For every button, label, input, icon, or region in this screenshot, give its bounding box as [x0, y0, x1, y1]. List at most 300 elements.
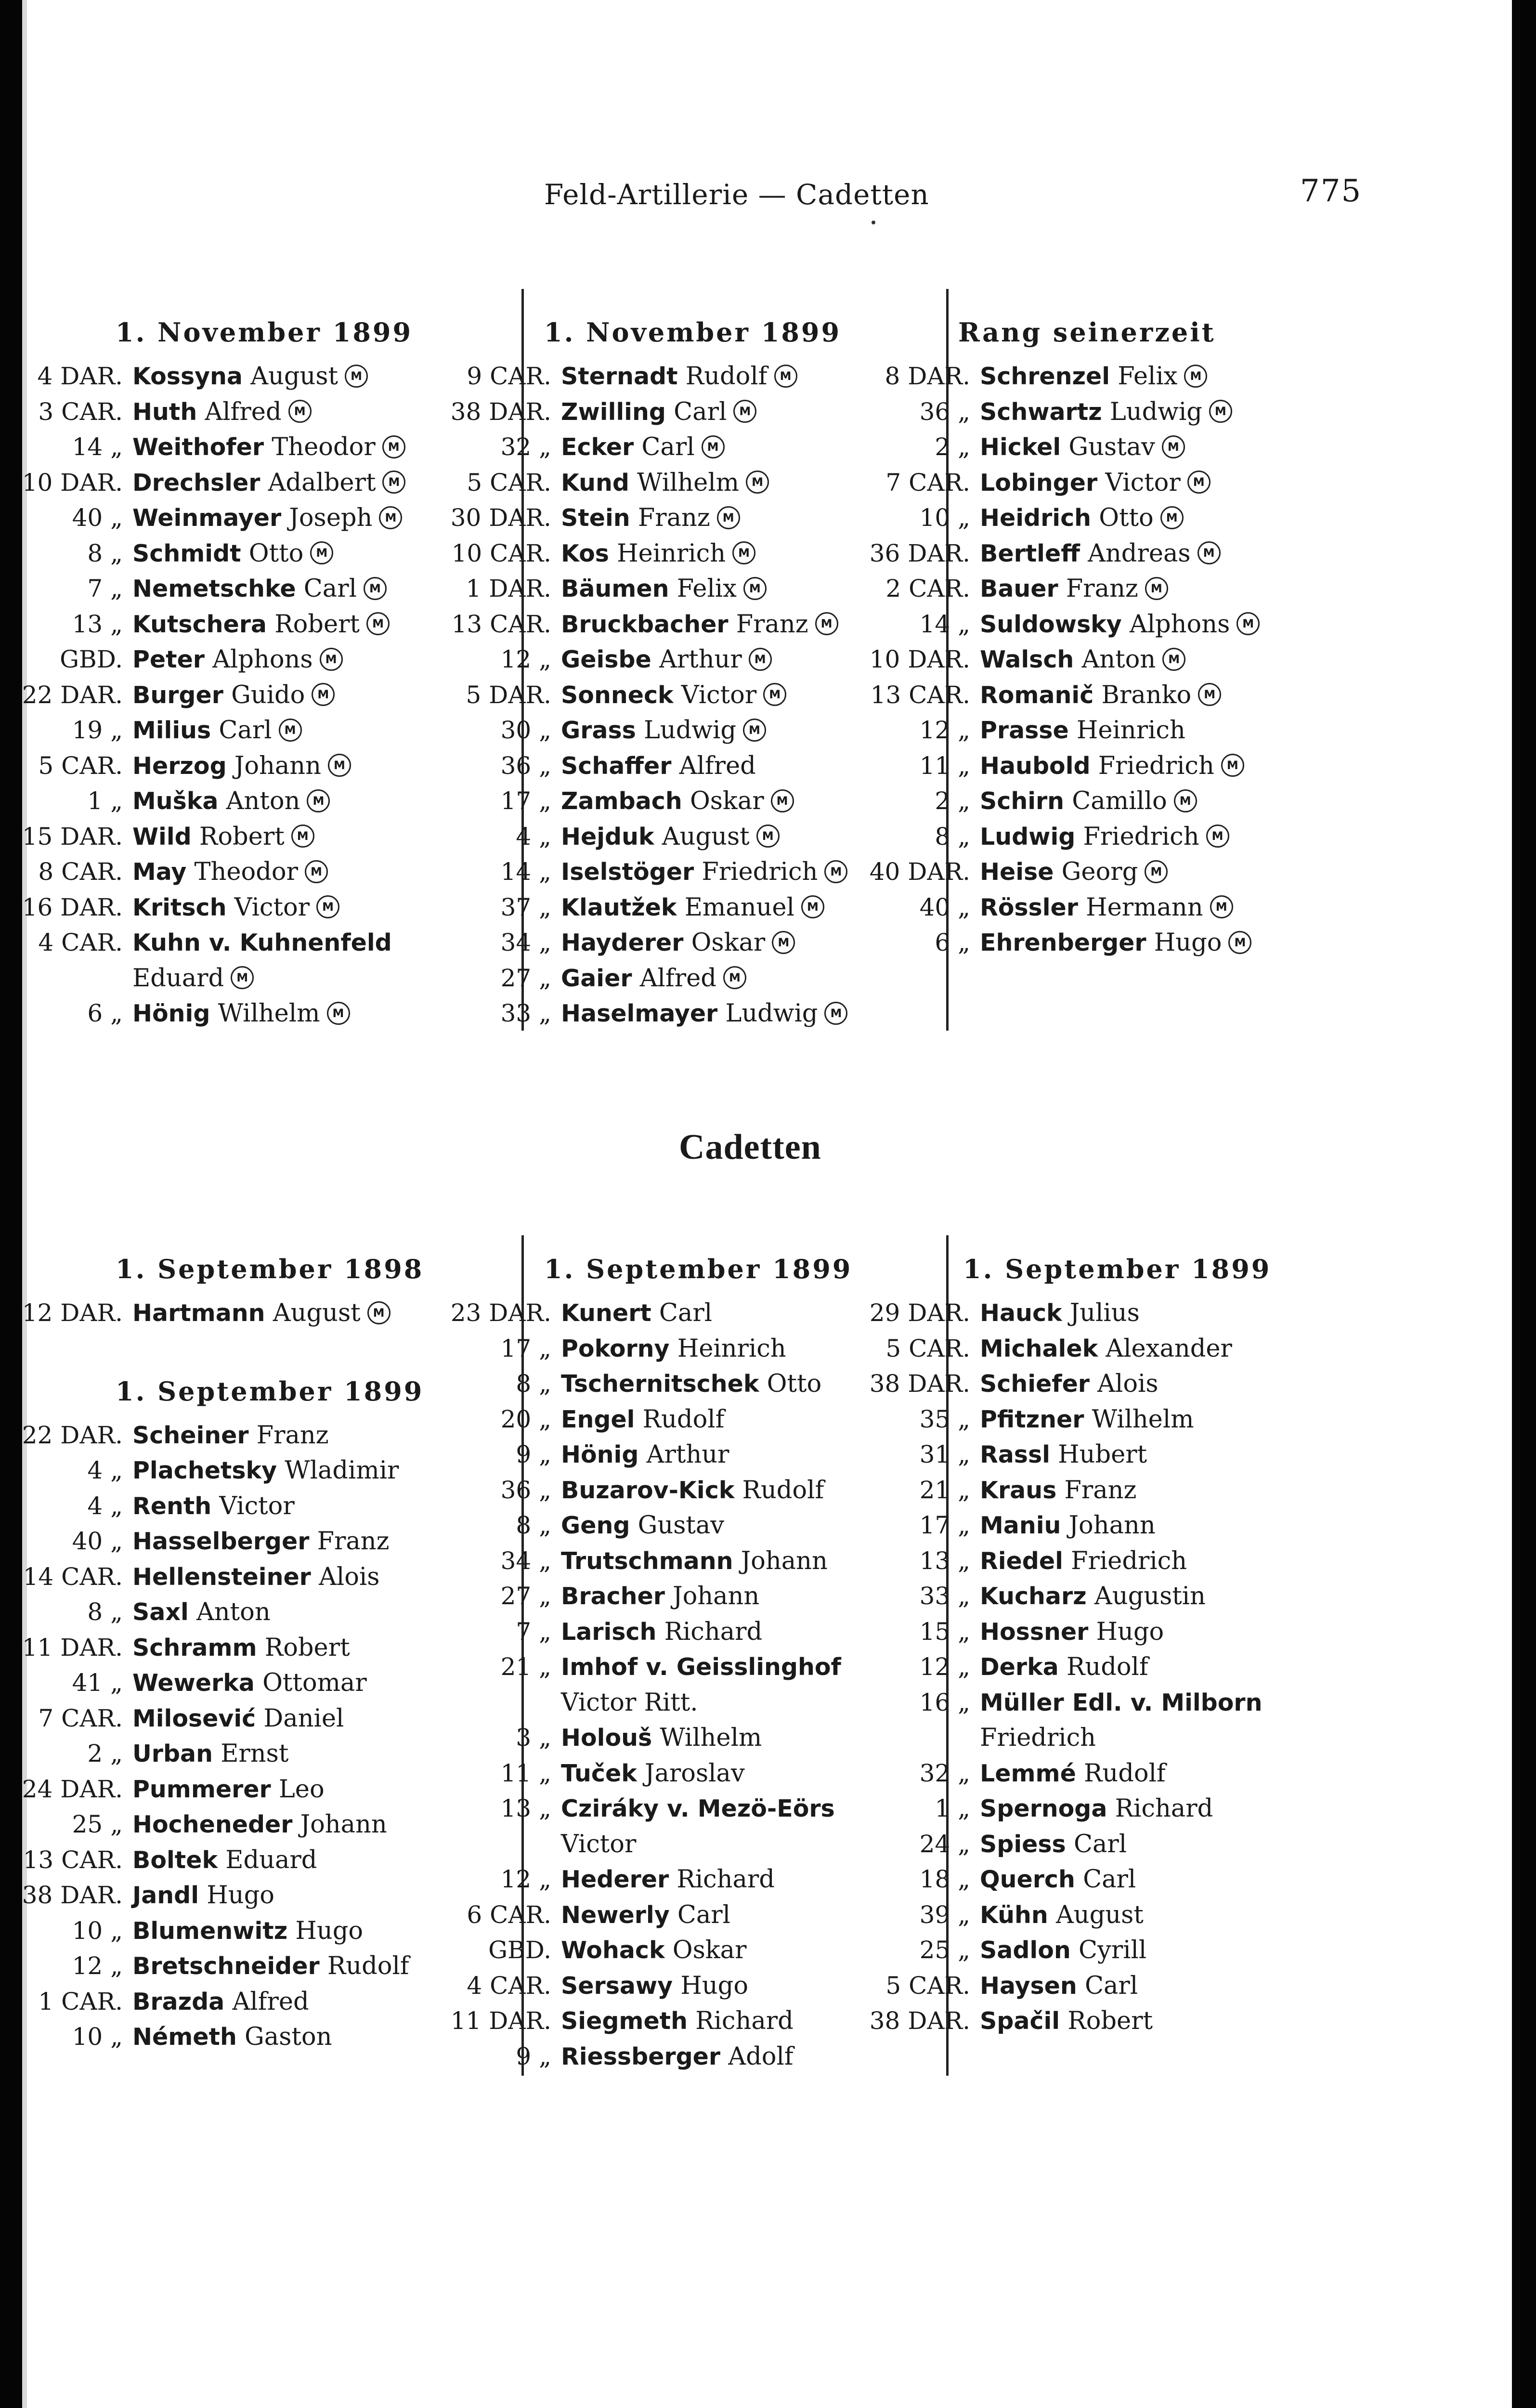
first-name: Otto	[759, 1370, 822, 1398]
officer-name	[561, 465, 769, 501]
list-item	[433, 678, 852, 713]
merit-mark-icon: M	[316, 895, 339, 918]
first-name: Carl	[665, 397, 727, 426]
list-item	[433, 2003, 852, 2039]
officer-name	[132, 1665, 367, 1701]
rank-label: 4 CAR.	[467, 1971, 551, 2000]
surname: Haubold	[980, 752, 1091, 780]
officer-name	[132, 925, 392, 961]
first-name: Carl	[1077, 1971, 1138, 2000]
surname: Schirn	[980, 787, 1065, 815]
merit-mark-icon: M	[772, 931, 795, 954]
rank-label: 13 „	[500, 1794, 551, 1822]
merit-mark-icon: M	[1210, 895, 1233, 918]
list-item	[5, 1489, 424, 1524]
list-item	[5, 359, 424, 394]
merit-mark-icon: M	[1160, 506, 1184, 529]
surname: Imhof v. Geisslinghof	[561, 1653, 841, 1681]
first-name: Otto	[1091, 504, 1154, 532]
first-name: Hugo	[287, 1916, 364, 1945]
surname: Grass	[561, 717, 636, 744]
surname: Spernoga	[980, 1795, 1107, 1822]
first-name: Franz	[1058, 575, 1138, 603]
first-name: Eduard	[218, 1845, 317, 1874]
rank-label: 10 „	[919, 504, 970, 532]
first-name: Joseph	[281, 504, 373, 532]
rank-label: 5 CAR.	[38, 751, 123, 780]
officer-name	[980, 394, 1232, 430]
merit-mark-icon: M	[231, 966, 254, 989]
officer-name	[561, 1649, 841, 1685]
rank-label: 11 DAR.	[450, 2007, 551, 2035]
surname: Milosević	[132, 1704, 256, 1732]
bottom-column-1	[5, 1243, 424, 2055]
first-name: Anton	[188, 1598, 271, 1626]
first-name: August	[265, 1299, 361, 1327]
rank-label: 17 „	[500, 1334, 551, 1362]
list-item	[852, 854, 1271, 890]
surname: Cziráky v. Mezö-Eörs	[561, 1795, 835, 1822]
list-item	[5, 1984, 424, 2020]
first-name: Rudolf	[319, 1952, 409, 1980]
list-item	[5, 465, 424, 501]
surname: Peter	[132, 646, 205, 673]
rank-label: 40 „	[72, 1527, 123, 1555]
officer-name	[561, 430, 725, 465]
list-item	[852, 1933, 1271, 1968]
list-item	[433, 2039, 852, 2075]
list-item	[5, 394, 424, 430]
surname: Weithofer	[132, 433, 264, 461]
merit-mark-icon: M	[382, 435, 405, 458]
list-item	[433, 571, 852, 607]
first-name: Wilhelm	[210, 999, 320, 1028]
rank-label: 24 DAR.	[22, 1775, 123, 1803]
first-name: Johann	[1061, 1511, 1156, 1540]
surname: Siegmeth	[561, 2007, 688, 2035]
surname: Hasselberger	[132, 1528, 310, 1555]
rank-label: 5 CAR.	[885, 1971, 970, 2000]
surname: Riessberger	[561, 2042, 721, 2070]
list-item	[433, 1791, 852, 1827]
surname: Maniu	[980, 1512, 1061, 1539]
officer-name	[980, 1898, 1144, 1933]
column-heading: 1. September 1899	[963, 1254, 1272, 1284]
merit-mark-icon: M	[756, 824, 780, 848]
merit-mark-icon: M	[1184, 365, 1207, 388]
surname: Kund	[561, 469, 629, 497]
list-item	[852, 607, 1271, 642]
rank-label: 5 CAR.	[885, 1334, 970, 1362]
merit-mark-icon: M	[732, 541, 755, 564]
rank-label: 34 „	[500, 1546, 551, 1575]
list-item	[852, 1968, 1271, 2004]
rank-label: 7 CAR.	[38, 1704, 123, 1732]
rank-label: 36 „	[500, 1476, 551, 1504]
rank-label: 7 „	[87, 575, 123, 602]
rank-label: 27 „	[500, 964, 551, 992]
spacer	[5, 1331, 424, 1365]
list-item	[5, 1418, 424, 1453]
list-item	[433, 642, 852, 678]
rank-label: 38 DAR.	[869, 1370, 970, 1398]
list-item	[5, 1843, 424, 1878]
officer-name	[980, 1791, 1213, 1827]
first-name: Hugo	[673, 1971, 749, 2000]
rank-label: 2 „	[935, 787, 970, 815]
rank-label: 33 „	[919, 1582, 970, 1610]
column-heading: 1. September 1899	[544, 1254, 853, 1284]
list-item	[852, 1402, 1271, 1438]
first-name: Victor	[211, 1492, 295, 1520]
rank-label: 19 „	[72, 716, 123, 744]
list-item	[852, 500, 1271, 536]
surname: Urban	[132, 1740, 213, 1767]
officer-name	[132, 1296, 391, 1331]
list-item	[852, 359, 1271, 394]
rank-label: 27 „	[500, 1582, 551, 1610]
surname: Muška	[132, 787, 219, 815]
list-item	[5, 1559, 424, 1595]
officer-name	[561, 1827, 636, 1862]
first-name: Victor Ritt.	[561, 1688, 698, 1717]
surname: Spačil	[980, 2007, 1060, 2035]
list-item	[433, 961, 852, 996]
rank-label: 22 DAR.	[22, 681, 123, 709]
merit-mark-icon: M	[366, 612, 390, 635]
rank-label: 2 „	[935, 433, 970, 461]
list-item	[5, 748, 424, 784]
officer-name	[980, 1614, 1164, 1650]
merit-mark-icon: M	[307, 789, 330, 812]
merit-mark-icon: M	[746, 471, 769, 494]
running-title: Feld-Artillerie — Cadetten	[544, 178, 929, 211]
merit-mark-icon: M	[824, 860, 847, 883]
first-name: Friedrich	[980, 1724, 1096, 1752]
list-item	[433, 359, 852, 394]
first-name: Victor	[673, 681, 757, 709]
rank-label: 3 CAR.	[38, 397, 123, 426]
list-item	[852, 536, 1271, 572]
officer-name	[980, 500, 1184, 536]
first-name: Friedrich	[1063, 1546, 1187, 1575]
merit-mark-icon: M	[312, 683, 335, 706]
page-number: 775	[1300, 173, 1362, 209]
first-name: Adalbert	[260, 468, 376, 497]
surname: Michalek	[980, 1335, 1098, 1362]
list-item	[433, 1402, 852, 1438]
rank-label: 4 „	[87, 1456, 123, 1484]
officer-name	[561, 890, 824, 926]
surname: Zambach	[561, 787, 682, 815]
list-item	[433, 1508, 852, 1544]
first-name: Carl	[1075, 1865, 1136, 1894]
rank-label: 16 „	[919, 1688, 970, 1716]
first-name: Otto	[241, 539, 304, 568]
rank-label: 21 „	[500, 1653, 551, 1681]
list-item	[852, 1756, 1271, 1792]
officer-name	[561, 394, 756, 430]
merit-mark-icon: M	[1198, 683, 1221, 706]
merit-mark-icon: M	[320, 648, 343, 671]
first-name: Richard	[1107, 1794, 1213, 1823]
surname: Suldowsky	[980, 610, 1122, 638]
list-item	[433, 1649, 852, 1685]
list-item	[5, 1296, 424, 1331]
surname: Walsch	[980, 646, 1074, 673]
officer-name	[980, 925, 1251, 961]
surname: Holouš	[561, 1724, 652, 1752]
officer-name	[980, 1862, 1136, 1898]
first-name: Hugo	[1088, 1617, 1164, 1646]
officer-name	[561, 1473, 824, 1508]
merit-mark-icon: M	[1237, 612, 1260, 635]
first-name: Oskar	[664, 1936, 747, 1964]
rank-label: 21 „	[919, 1476, 970, 1504]
surname: Hönig	[561, 1441, 639, 1468]
surname: Saxl	[132, 1598, 189, 1626]
surname: Pokorny	[561, 1335, 670, 1362]
list-item	[5, 1878, 424, 1913]
officer-name	[980, 1579, 1206, 1614]
list-item	[433, 748, 852, 784]
column-subheading: 1. September 1899	[116, 1375, 424, 1407]
first-name: Gustav	[1061, 433, 1155, 461]
officer-name	[132, 500, 402, 536]
first-name: Anton	[218, 787, 300, 815]
list-item	[5, 1524, 424, 1559]
officer-name	[132, 1984, 309, 2020]
first-name: Carl	[669, 1900, 730, 1929]
first-name: Hugo	[199, 1881, 274, 1910]
officer-name	[561, 1756, 745, 1792]
list-item	[5, 1772, 424, 1807]
merit-mark-icon: M	[733, 400, 756, 423]
officer-name	[561, 536, 755, 572]
surname: Larisch	[561, 1618, 657, 1646]
officer-name	[980, 1296, 1140, 1331]
rank-label: 7 CAR.	[885, 468, 970, 497]
first-name: Franz	[248, 1421, 329, 1450]
list-item	[5, 1630, 424, 1666]
first-name: Franz	[728, 610, 808, 639]
surname: Bauer	[980, 575, 1058, 602]
top-column-1	[5, 306, 424, 1032]
first-name: Georg	[1054, 858, 1138, 886]
rank-label: 14 „	[919, 610, 970, 638]
rank-label: 23 DAR.	[450, 1299, 551, 1327]
first-name: Cyrill	[1070, 1936, 1147, 1964]
first-name: Anton	[1074, 645, 1156, 674]
officer-name	[132, 1736, 288, 1772]
officer-name	[132, 784, 330, 819]
first-name: Carl	[211, 716, 272, 745]
surname: Ecker	[561, 433, 634, 461]
rank-label: 17 „	[919, 1511, 970, 1539]
rank-label: 6 „	[935, 929, 970, 956]
rank-label: 29 DAR.	[869, 1299, 970, 1327]
officer-name	[980, 1437, 1147, 1473]
officer-name	[561, 819, 780, 855]
surname: Kritsch	[132, 893, 227, 921]
first-name: Ludwig	[717, 999, 818, 1028]
rank-label: 10 CAR.	[451, 539, 551, 567]
merit-mark-icon: M	[702, 435, 725, 458]
rank-label: 31 „	[919, 1440, 970, 1468]
rank-label: 10 „	[72, 2023, 123, 2051]
list-item	[433, 1720, 852, 1756]
surname: Müller Edl. v. Milborn	[980, 1688, 1263, 1716]
surname: Hejduk	[561, 823, 654, 851]
surname: Hickel	[980, 433, 1061, 461]
officer-name	[980, 1508, 1156, 1544]
surname: Riedel	[980, 1547, 1063, 1575]
surname: May	[132, 858, 187, 886]
rank-label: 8 „	[87, 1598, 123, 1626]
rank-label: 41 „	[72, 1669, 123, 1697]
officer-name	[132, 1453, 399, 1489]
officer-name	[561, 996, 847, 1032]
list-item	[852, 890, 1271, 926]
first-name: Franz	[1056, 1476, 1137, 1505]
first-name: Carl	[296, 575, 357, 603]
officer-name	[132, 607, 390, 642]
list-item	[433, 1756, 852, 1792]
column-heading: 1. November 1899	[116, 317, 413, 348]
rank-label: 14 „	[500, 858, 551, 886]
list-item	[433, 465, 852, 501]
surname: Ehrenberger	[980, 929, 1146, 956]
surname: Hederer	[561, 1866, 669, 1893]
officer-name	[980, 678, 1221, 713]
first-name: Carl	[651, 1299, 713, 1327]
officer-name	[561, 925, 795, 961]
list-item	[852, 2003, 1271, 2039]
merit-mark-icon: M	[305, 860, 328, 883]
first-name: Victor	[226, 893, 310, 922]
surname: Németh	[132, 2023, 237, 2051]
first-name: Rudolf	[734, 1476, 824, 1505]
bottom-column-3	[852, 1243, 1271, 2039]
list-item	[852, 748, 1271, 784]
first-name: Gustav	[630, 1511, 725, 1540]
first-name: Johann	[733, 1546, 828, 1575]
rank-label: 15 DAR.	[22, 822, 123, 851]
officer-name	[561, 1579, 759, 1614]
merit-mark-icon: M	[1187, 471, 1211, 494]
list-item	[433, 1366, 852, 1402]
officer-name	[980, 1544, 1187, 1579]
rank-label: 39 „	[919, 1900, 970, 1929]
first-name: Alfred	[197, 397, 282, 426]
officer-name	[980, 536, 1221, 572]
officer-name	[132, 1524, 390, 1559]
officer-name	[561, 748, 756, 784]
rank-label: 6 „	[87, 999, 123, 1027]
merit-mark-icon: M	[367, 1301, 391, 1324]
rank-label: 8 DAR.	[885, 362, 970, 390]
officer-name	[132, 819, 314, 855]
rank-label: 34 „	[500, 929, 551, 956]
surname: Schrenzel	[980, 363, 1110, 390]
first-name: Emanuel	[677, 893, 794, 922]
officer-name	[561, 1898, 730, 1933]
first-name: Felix	[669, 575, 737, 603]
rank-label: 14 „	[72, 433, 123, 461]
first-name: Eduard	[132, 964, 224, 993]
officer-name	[132, 1701, 344, 1737]
first-name: Carl	[634, 433, 695, 461]
merit-mark-icon: M	[1145, 577, 1168, 600]
first-name: Alphons	[1121, 610, 1230, 639]
rank-label: 2 CAR.	[885, 575, 970, 602]
first-name: August	[654, 822, 750, 851]
officer-name	[980, 1933, 1146, 1968]
officer-name	[561, 713, 766, 748]
first-name: Oskar	[683, 929, 766, 957]
officer-name	[132, 996, 350, 1032]
rank-label: 4 CAR.	[38, 929, 123, 956]
list-item	[433, 1473, 852, 1508]
surname: Kossyna	[132, 363, 243, 390]
rank-label: 12 „	[919, 716, 970, 744]
officer-name	[132, 1807, 387, 1843]
list-item	[433, 1968, 852, 2004]
list-item	[5, 500, 424, 536]
merit-mark-icon: M	[763, 683, 786, 706]
first-name: Richard	[669, 1865, 775, 1894]
surname: Schaffer	[561, 752, 672, 780]
rank-label: 36 „	[919, 397, 970, 426]
surname: Haselmayer	[561, 1000, 718, 1027]
first-name: Robert	[257, 1633, 350, 1662]
officer-name	[132, 748, 351, 784]
surname: Bracher	[561, 1583, 665, 1610]
rank-label: 9 CAR.	[467, 362, 551, 390]
rank-label: 4 DAR.	[37, 362, 123, 390]
officer-name	[980, 1366, 1159, 1402]
surname: Spiess	[980, 1830, 1066, 1858]
officer-name	[561, 1402, 724, 1438]
rank-label: 6 CAR.	[467, 1900, 551, 1929]
surname: Blumenwitz	[132, 1917, 288, 1945]
surname: Engel	[561, 1405, 635, 1433]
officer-name	[561, 607, 838, 642]
rank-label: 9 „	[516, 1440, 551, 1468]
surname: Lobinger	[980, 469, 1098, 497]
surname: Herzog	[132, 752, 227, 780]
officer-name	[561, 1720, 762, 1756]
list-item	[852, 678, 1271, 713]
rank-label: 11 DAR.	[22, 1633, 123, 1662]
surname: Hossner	[980, 1618, 1089, 1646]
first-name: Rudolf	[1076, 1759, 1166, 1788]
first-name: Hugo	[1146, 929, 1222, 957]
list-item	[5, 925, 424, 961]
surname: Lemmé	[980, 1759, 1076, 1787]
list-item	[433, 854, 852, 890]
list-item	[433, 394, 852, 430]
first-name: Ottomar	[254, 1669, 367, 1697]
surname: Prasse	[980, 717, 1069, 744]
rank-label: 30 DAR.	[450, 504, 551, 532]
list-item	[5, 678, 424, 713]
rank-label: 17 „	[500, 787, 551, 815]
rank-label: 5 DAR.	[466, 681, 551, 709]
officer-name	[132, 890, 339, 926]
officer-name	[980, 642, 1185, 678]
officer-name	[132, 1418, 329, 1453]
